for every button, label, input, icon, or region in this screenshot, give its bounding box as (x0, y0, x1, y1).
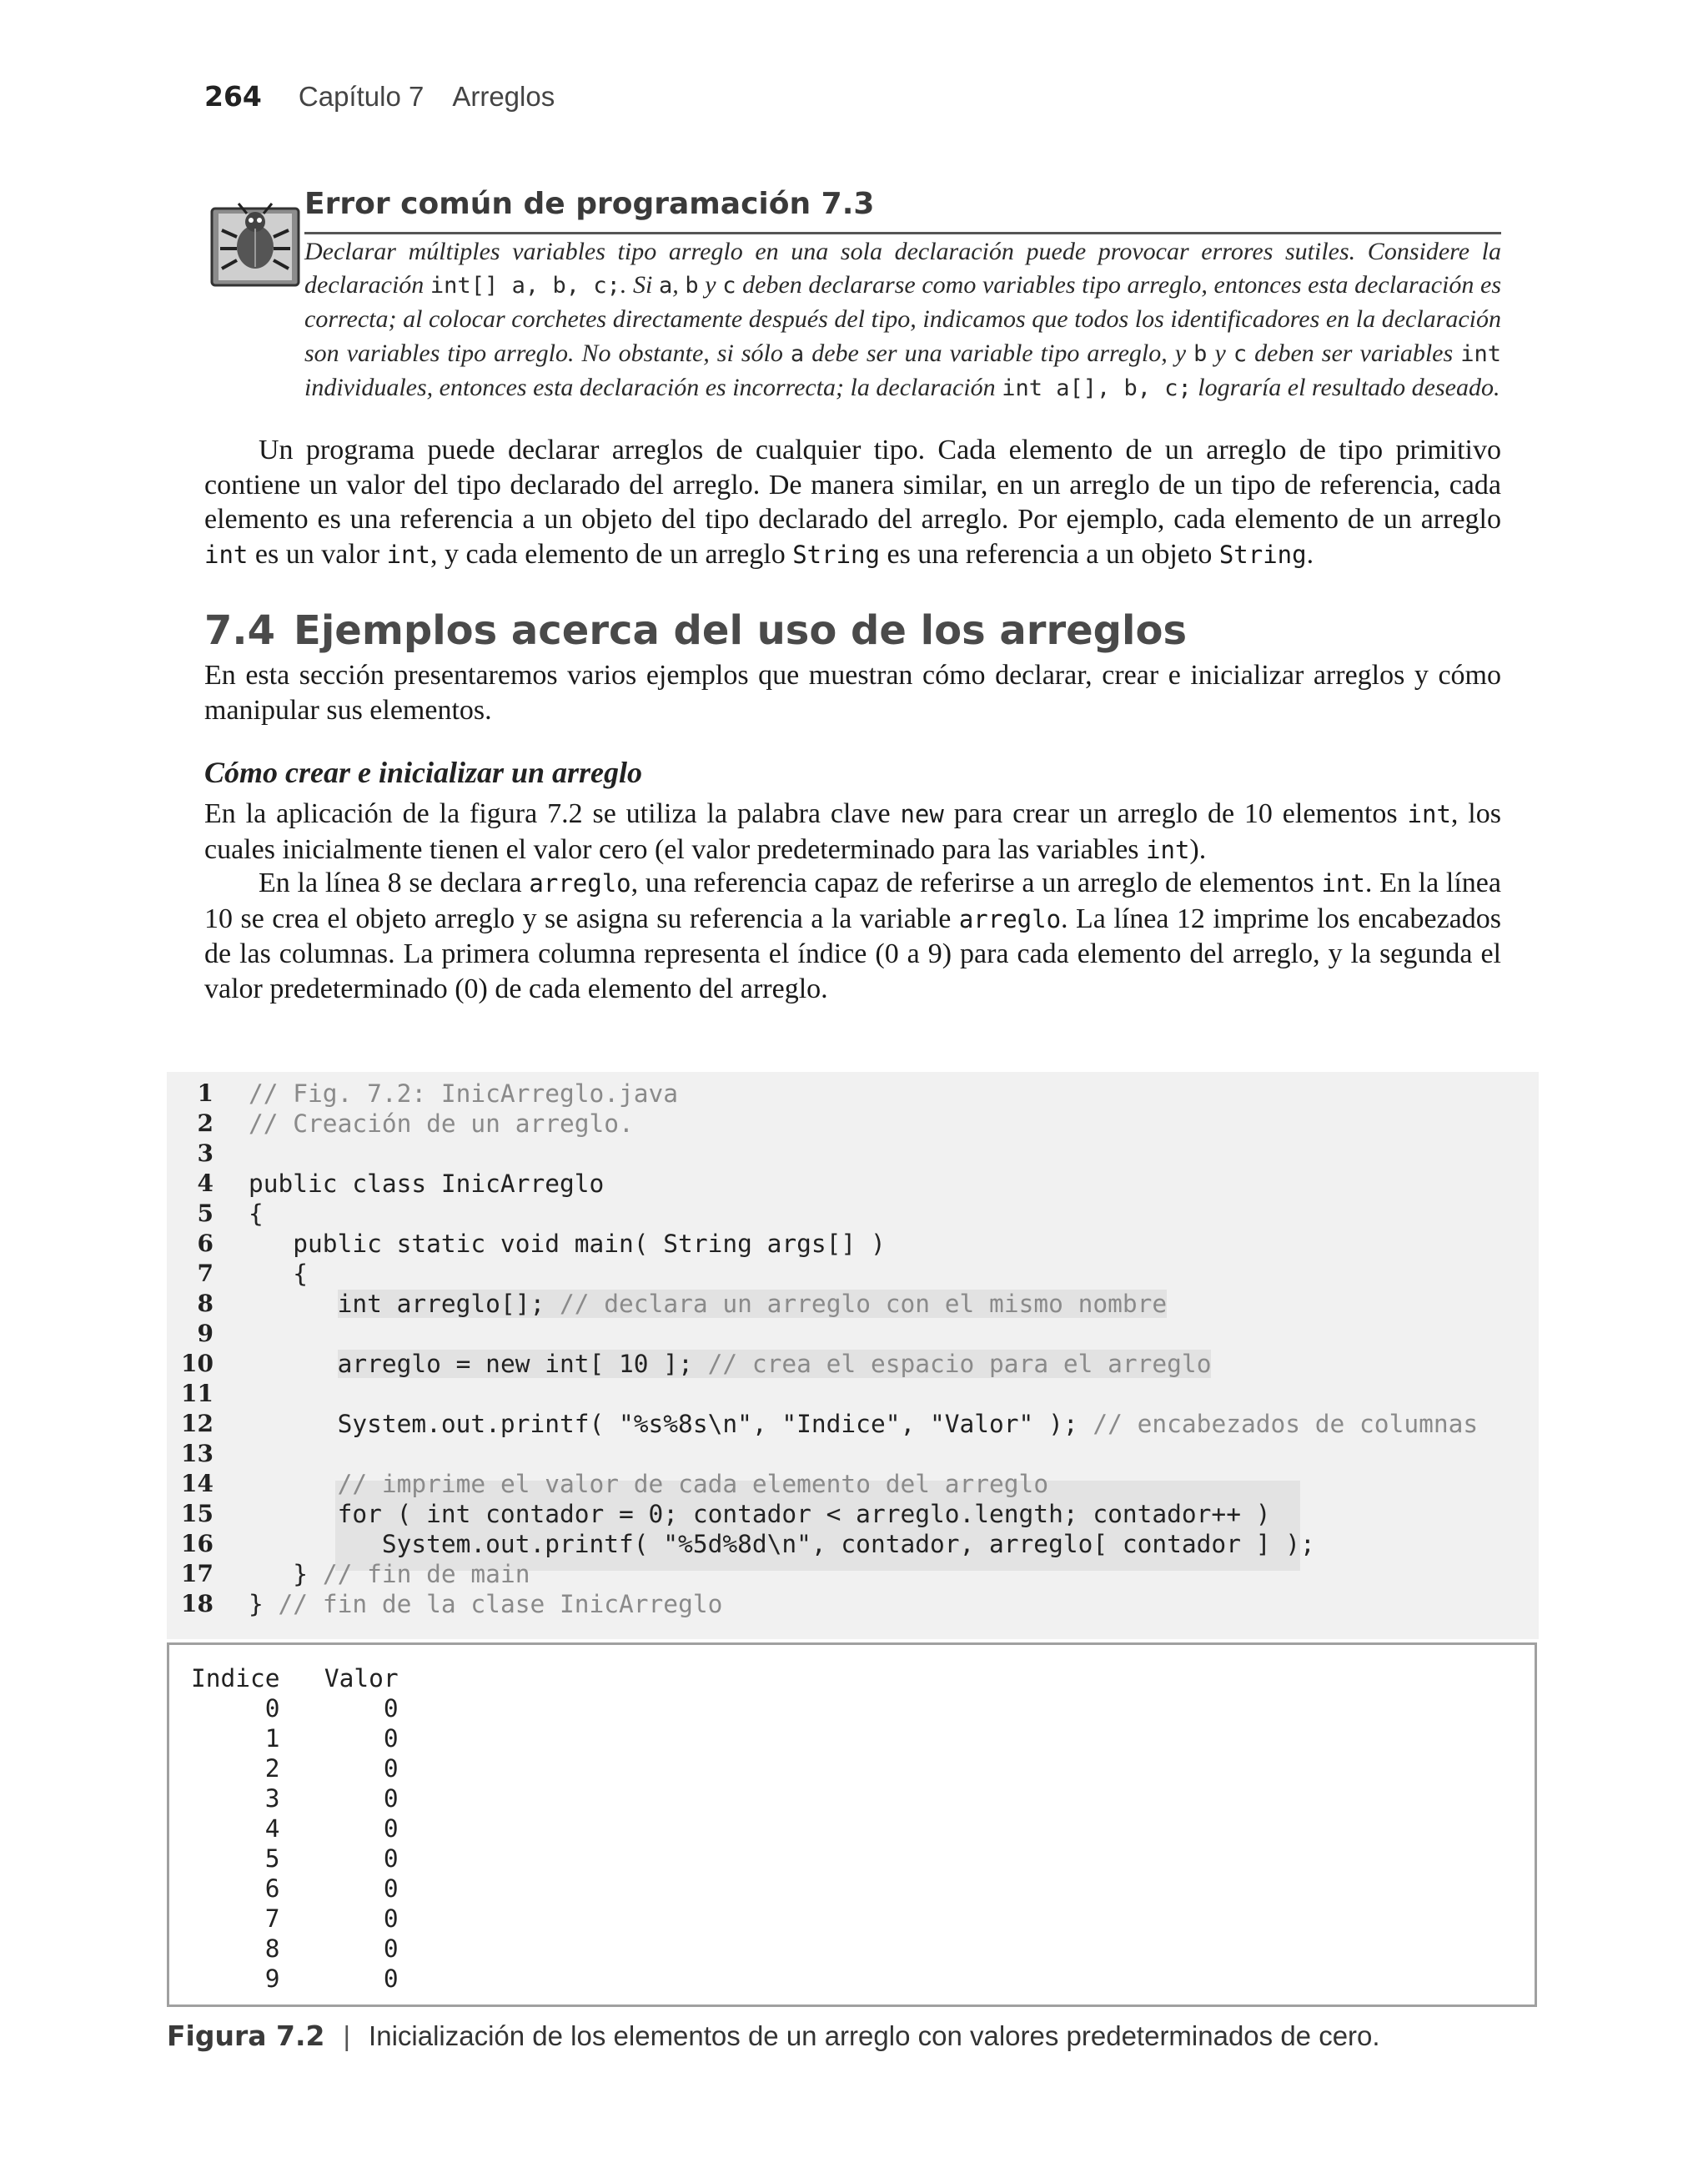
line-number: 9 (197, 1320, 214, 1347)
text-run: debe ser una variable tipo arreglo, y (804, 339, 1194, 367)
code-comment: // declara un arreglo con el mismo nombre (560, 1290, 1168, 1318)
line-number: 4 (197, 1169, 214, 1197)
running-head (204, 80, 555, 113)
section-title: Ejemplos acerca del uso de los arreglos (294, 607, 1188, 654)
paragraph-arrays-of-any-type (204, 433, 1501, 572)
text-run: y (1207, 339, 1233, 367)
output-row: 8 0 (191, 1934, 399, 1963)
code-token: { (249, 1260, 309, 1288)
code-text (249, 1229, 886, 1259)
inline-code: int (1321, 869, 1365, 898)
line-number: 18 (181, 1590, 214, 1617)
code-token: for ( int contador = 0; contador < arreglo.length; contador++ ) (249, 1500, 1271, 1528)
line-number: 13 (181, 1440, 214, 1467)
code-comment: // fin de la clase InicArreglo (278, 1590, 723, 1618)
line-number: 5 (197, 1200, 214, 1227)
text-run: . (1306, 538, 1314, 570)
line-number: 3 (197, 1139, 214, 1167)
line-number: 10 (181, 1350, 214, 1377)
text-run: Declarar múltiples variables tipo arreglo en una sola declaración puede provocar errores sutiles. Considere la declaración (304, 238, 1501, 299)
code-text (249, 1589, 722, 1619)
code-text (249, 1559, 530, 1589)
inline-code: int (1407, 800, 1451, 828)
page-number: 264 (204, 80, 262, 113)
program-output (167, 1642, 1537, 2007)
code-comment: // Creación de un arreglo. (249, 1109, 634, 1138)
code-text (249, 1469, 1048, 1499)
inline-code: arreglo (529, 869, 631, 898)
figure-caption-text: Inicialización de los elementos de un arreglo con valores predeterminados de cero. (369, 2020, 1380, 2051)
inline-code: b (1193, 340, 1208, 367)
code-token: public static void main( String args[] ) (249, 1230, 886, 1258)
code-comment: // crea el espacio para el arreglo (707, 1350, 1212, 1378)
code-token: } (249, 1590, 279, 1618)
output-row: 5 0 (191, 1844, 399, 1873)
inline-code: int (386, 540, 430, 569)
line-number: 16 (181, 1530, 214, 1557)
code-listing (167, 1072, 1539, 1639)
code-text (249, 1349, 1211, 1379)
code-token: System.out.printf( "%5d%8d\n", contador, arreglo[ contador ] ); (249, 1530, 1315, 1558)
text-run: . Si (620, 271, 659, 299)
output-row: 9 0 (191, 1964, 399, 1993)
text-run: , una referencia capaz de referirse a un arreglo de elementos (630, 868, 1322, 898)
inline-code: int (1460, 340, 1501, 367)
text-run: En la aplicación de la figura 7.2 se utiliza la palabra clave (204, 798, 901, 829)
line-number: 2 (197, 1109, 214, 1137)
inline-code: a (659, 273, 673, 299)
inline-code: b (685, 273, 699, 299)
code-token: public class InicArreglo (249, 1169, 605, 1198)
code-token: { (249, 1200, 264, 1228)
code-text (249, 1079, 678, 1109)
line-number: 6 (197, 1230, 214, 1257)
inline-code: int a[], b, c; (1002, 375, 1192, 401)
output-row: 3 0 (191, 1784, 399, 1813)
code-text (249, 1499, 1270, 1529)
inline-code: String (1218, 540, 1307, 569)
text-run: deben declararse como variables tipo arreglo, entonces esta declaración es correcta; al colocar corchetes directamente después del tipo, indicamos que todos los identificadores en la declaración son variables tipo arreglo. No obstante, si sólo (304, 271, 1502, 367)
output-row: 7 0 (191, 1904, 399, 1933)
bug-icon (210, 200, 300, 287)
text-run: Un programa puede declarar arreglos de cualquier tipo. Cada elemento de un arreglo de tipo primitivo contiene un valor del tipo declarado del arreglo. De manera similar, en un arreglo de un tipo de referencia, cada elemento es una referencia a un objeto del tipo declarado del arreglo. Por ejemplo, cada elemento de un arreglo (204, 435, 1501, 535)
output-header: Indice Valor (191, 1664, 399, 1693)
output-row: 0 0 (191, 1694, 399, 1723)
chapter-label: Capítulo 7 (298, 81, 424, 112)
chapter-title: Arreglos (452, 81, 555, 112)
code-token (249, 1290, 338, 1318)
text-run: , los cuales inicialmente tienen el valor cero (el valor predeterminado para las variables (204, 798, 1501, 865)
section-heading (204, 607, 1187, 654)
error-box-rule (304, 232, 1501, 234)
line-number: 7 (197, 1260, 214, 1287)
code-token: int arreglo[]; (337, 1290, 560, 1318)
text-run: deben ser variables (1247, 339, 1461, 367)
line-number: 17 (181, 1560, 214, 1587)
inline-code: a (790, 340, 805, 367)
text-run: , (672, 271, 686, 299)
line-number: 15 (181, 1500, 214, 1527)
code-token (249, 1350, 338, 1378)
inline-code: String (792, 540, 880, 569)
code-comment: // fin de main (322, 1560, 530, 1588)
text-run: es una referencia a un objeto (879, 538, 1219, 570)
text-run: es un valor (248, 538, 387, 570)
error-box-body (304, 235, 1501, 405)
text-run: individuales, entonces esta declaración es incorrecta; la declaración (304, 373, 1002, 401)
code-text (249, 1529, 1315, 1559)
paragraph-line-explanation (204, 866, 1501, 1006)
code-comment: // imprime el valor de cada elemento del arreglo (337, 1470, 1049, 1498)
inline-code: c (1233, 340, 1248, 367)
text-run: para crear un arreglo de 10 elementos (943, 798, 1408, 829)
line-number: 11 (181, 1380, 214, 1407)
code-token: System.out.printf( "%s%8s\n", "Indice", "Valor" ); (249, 1410, 1093, 1438)
code-text (249, 1169, 604, 1199)
caption-separator: | (343, 2020, 351, 2051)
line-number: 14 (181, 1470, 214, 1497)
paragraph-section-intro: En esta sección presentaremos varios ejemplos que muestran cómo declarar, crear e inicializar arreglos y cómo manipular sus elementos. (204, 660, 1501, 726)
line-number: 1 (197, 1079, 214, 1107)
inline-code: new (900, 800, 944, 828)
text-run: . La línea 12 imprime los encabezados de las columnas. La primera columna representa el índice (0 a 9) para cada elemento del arreglo, y la segunda el valor predeterminado (0) de cada elemento del arreglo. (204, 903, 1501, 1004)
inline-code: int (1146, 835, 1190, 864)
output-row: 4 0 (191, 1814, 399, 1843)
code-text (249, 1409, 1478, 1439)
inline-code: arreglo (958, 904, 1062, 933)
output-row: 1 0 (191, 1724, 399, 1753)
error-box-title: Error común de programación 7.3 (304, 187, 875, 221)
code-token: arreglo = new int[ 10 ]; (337, 1350, 708, 1378)
code-comment: // Fig. 7.2: InicArreglo.java (249, 1079, 679, 1108)
line-number: 8 (197, 1290, 214, 1317)
code-text (249, 1289, 1167, 1319)
text-run: En la línea 8 se declara (259, 868, 530, 898)
code-text (249, 1109, 634, 1139)
figure-label: Figura 7.2 (167, 2020, 325, 2052)
text-run: y (698, 271, 723, 299)
text-run: ). (1189, 833, 1207, 865)
inline-code: int[] a, b, c; (430, 273, 620, 299)
output-row: 2 0 (191, 1754, 399, 1783)
figure-caption (167, 2020, 1380, 2052)
inline-code: c (722, 273, 736, 299)
line-number: 12 (181, 1410, 214, 1437)
text-run: lograría el resultado deseado. (1191, 373, 1500, 401)
paragraph-figure-intro (204, 797, 1501, 868)
code-comment: // encabezados de columnas (1093, 1410, 1479, 1438)
section-number: 7.4 (204, 607, 276, 654)
inline-code: int (204, 540, 249, 569)
text-run: . En la línea 10 se crea el objeto arreglo y se asigna su referencia a la variable (204, 868, 1501, 934)
code-text (249, 1199, 264, 1229)
subsection-heading: Cómo crear e inicializar un arreglo (204, 756, 643, 789)
code-token (249, 1470, 338, 1498)
text-run: , y cada elemento de un arreglo (430, 538, 793, 570)
code-token: } (249, 1560, 323, 1588)
code-text (249, 1259, 308, 1289)
output-row: 6 0 (191, 1874, 399, 1903)
